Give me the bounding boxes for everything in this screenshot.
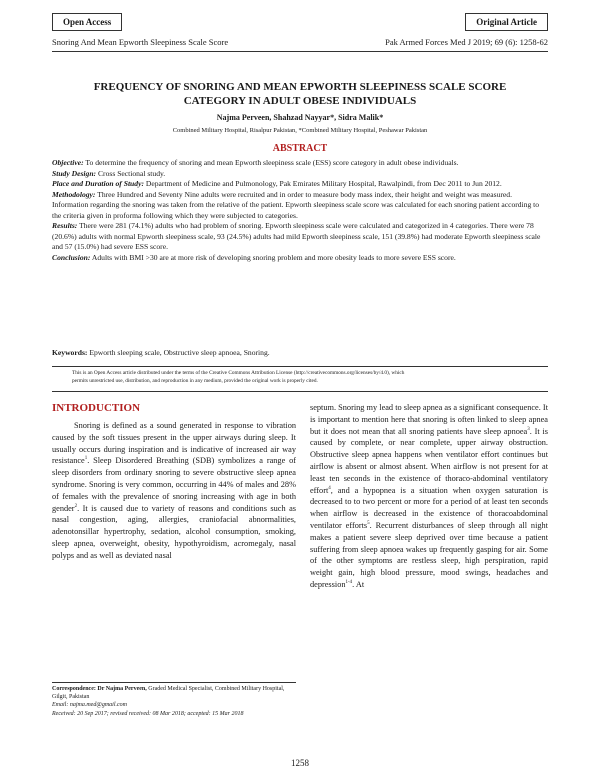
citation-ref: 3 — [527, 426, 530, 432]
intro-text-g: . Recurrent disturbances of sleep through all night makes a patient severe sleep deprived over time because a patient suffering from sleep apnoea wakes up frequently gasping for air. Some of the other symptoms are restless sleep, high perspiration, rapid weight gain, high blood pressure, mood swings, headaches and depression — [310, 520, 548, 589]
correspondence-label: Correspondence: Dr Najma Perveen, — [52, 686, 147, 692]
design-label: Study Design: — [52, 168, 97, 178]
footnote-rule — [52, 682, 296, 683]
abstract-methodology — [52, 190, 550, 222]
results-label: Results: — [52, 221, 78, 230]
introduction-heading: INTRODUCTION — [52, 402, 141, 414]
correspondence-text: Graded Medical Specialist, Combined Military Hospital, Gilgit, Pakistan — [52, 686, 285, 701]
abstract-place — [52, 179, 550, 190]
intro-left-column — [52, 420, 296, 562]
citation-ref: 1-4 — [345, 580, 353, 586]
design-text: Cross Sectional study. — [96, 168, 166, 178]
objective-text: To determine the frequency of snoring and mean Epworth sleepiness scale (ESS) score category in adult obese individuals. — [83, 158, 459, 167]
objective-label: Objective: — [52, 158, 84, 167]
article-title-line-2: CATEGORY IN ADULT OBESE INDIVIDUALS — [183, 95, 417, 107]
keywords — [52, 348, 550, 357]
abstract-rule — [52, 366, 548, 367]
abstract-design — [52, 169, 550, 180]
conclusion-text: Adults with BMI >30 are at more risk of developing snoring problem and more obesity leads to more severe ESS score. — [90, 252, 456, 262]
methodology-label: Methodology: — [52, 189, 96, 199]
abstract-heading: ABSTRACT — [272, 143, 328, 154]
abstract-conclusion — [52, 253, 550, 264]
license-rule — [52, 391, 548, 392]
abstract-body — [52, 158, 550, 263]
correspondence-email: Email: najma.med@gmail.com — [52, 702, 128, 709]
abstract-results — [52, 221, 550, 253]
author-list: Najma Perveen, Shahzad Nayyar*, Sidra Malik* — [216, 113, 384, 122]
citation-ref: 2 — [74, 503, 78, 509]
license-notice — [72, 370, 540, 385]
header-rule — [52, 51, 548, 52]
intro-text-d: septum. Snoring my lead to sleep apnea as a significant consequence. It is important to mention here that snoring is often linked to sleep apnea but it does not mean that all snoring patients have sleep apnoea — [310, 403, 548, 436]
running-title: Snoring And Mean Epworth Sleepiness Scale Score — [52, 37, 229, 47]
citation-ref: 4 — [328, 485, 331, 491]
conclusion-label: Conclusion: — [52, 252, 91, 262]
article-type-badge: Original Article — [465, 13, 548, 31]
results-text: There were 281 (74.1%) adults who had problem of snoring. Epworth sleepiness scale were calculated and categorized in 4 categories. There were 78 (20.6%) adults with normal Epworth sleepiness scale, 93 (24.5%) adults had mild Epworth sleepiness scale, 151 (39.8%) had moderate Epworth sleepiness scale and 57 (15.0%) had severe ESS score. — [52, 221, 541, 251]
intro-text-a: Snoring is defined as a sound generated in response to vibration caused by the soft tissues present in the upper airways during sleep. It usually occurs during inspiration and is indicative of increased air way resistance — [52, 421, 296, 466]
keywords-label: Keywords: — [52, 348, 88, 357]
intro-text-c: . It is caused due to variety of reasons and conditions such as nasal congestion, aging, allergies, craniofacial abnormalities, adenotonsillar hypertrophy, sedation, alcohol consumption, smoking, sleep apnea, overweight, obesity, hypothyroidism, acromegaly, nasal polyps and as well as deviated nasal — [52, 503, 296, 560]
intro-text-e: . It is caused by complete, or near complete, upper airway obstruction. Obstructive sleep apnea happens when ventilator effort continues but airflow is absent or almost absent. When airflow is not present for at least ten seconds in the existence of thoraco-abdominal ventilatory effort — [310, 426, 548, 495]
journal-reference: Pak Armed Forces Med J 2019; 69 (6): 1258-62 — [385, 37, 548, 47]
affiliations: Combined Military Hospital, Risalpur Pakistan, *Combined Military Hospital, Peshawar Pakistan — [172, 127, 428, 134]
citation-ref: 5 — [367, 521, 370, 527]
open-access-badge: Open Access — [52, 13, 122, 31]
intro-text-f: , and a hypopnea is a situation when oxygen saturation is decreased to to two percent or more for a period of at least ten seconds when airflow is decreased in the existence of thoracoabdominal ventilator efforts — [310, 485, 548, 530]
keywords-text: Epworth sleeping scale, Obstructive sleep apnoea, Snoring. — [87, 348, 270, 357]
methodology-text: Three Hundred and Seventy Nine adults were recruited and in order to measure body mass index, their height and weight was measured. Information regarding the snoring was taken from the relative of the patient. Epworth sleepiness scale score was calculated for each snoring patient according to the criteria given in proforma following which they were subjected to categories. — [52, 189, 540, 220]
place-label: Place and Duration of Study: — [52, 179, 144, 188]
place-text: Department of Medicine and Pulmonology, Pak Emirates Military Hospital, Rawalpindi, from Dec 2011 to Jun 2012. — [143, 179, 502, 188]
license-line-1: This is an Open Access article distributed under the terms of the Creative Commons Attribution License (http://creativecommons.org/licenses/by/4.0), which — [72, 370, 405, 376]
page-number: 1258 — [291, 758, 309, 768]
article-title-line-1: FREQUENCY OF SNORING AND MEAN EPWORTH SLEEPINESS SCALE SCORE — [93, 81, 507, 93]
correspondence-note — [52, 685, 296, 718]
intro-text-b: . Sleep Disordered Breathing (SDB) symbolizes a range of sleep disorders from ordinary snoring to severe obstructive sleep apnea syndrome. Snoring is very common, occurring in 44% of males and 28% of females with the prevalence of snoring increasing with age in both gender — [52, 456, 296, 513]
intro-right-column — [310, 402, 548, 591]
intro-text-h: . At — [352, 579, 365, 589]
citation-ref: 1 — [84, 456, 88, 462]
intro-paragraph-1 — [52, 420, 296, 562]
abstract-objective — [52, 158, 550, 169]
license-line-2: permits unrestricted use, distribution, and reproduction in any medium, provided the original work is properly cited. — [72, 377, 318, 384]
correspondence-author — [52, 685, 296, 701]
correspondence-dates: Received: 20 Sep 2017; revised received: 08 Mar 2018; accepted: 15 Mar 2018 — [52, 710, 244, 717]
intro-paragraph-2 — [310, 402, 548, 591]
